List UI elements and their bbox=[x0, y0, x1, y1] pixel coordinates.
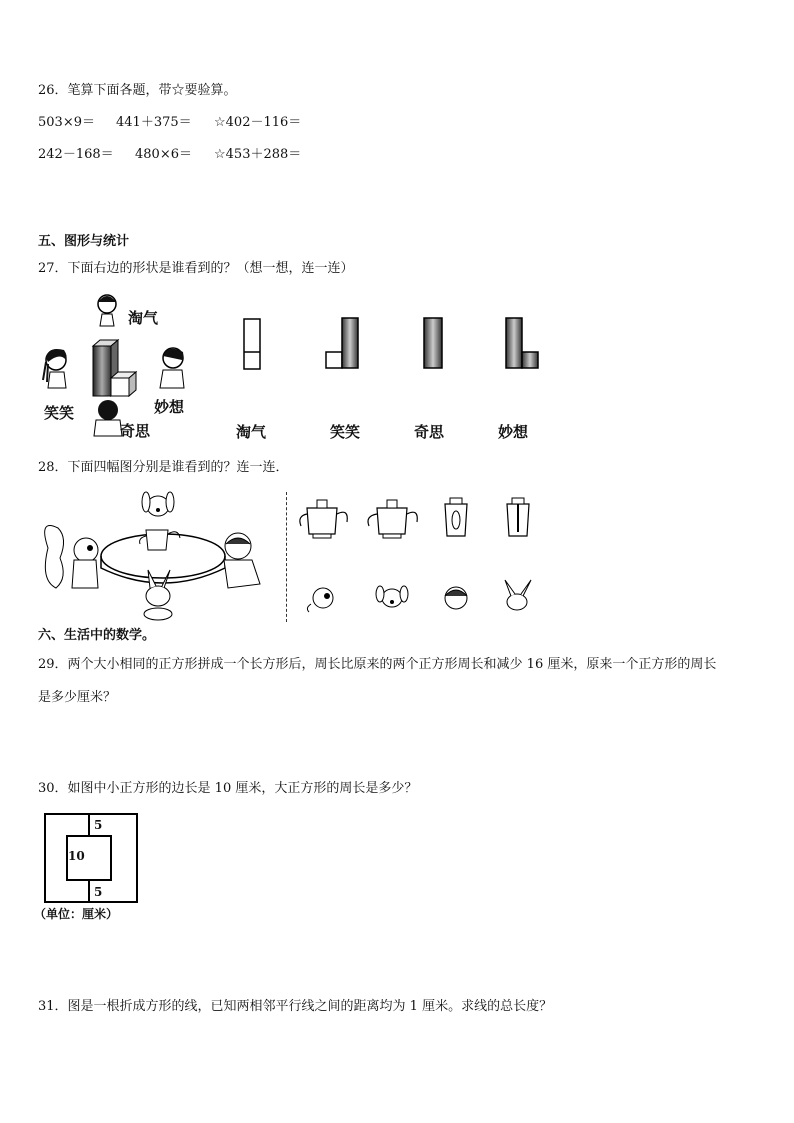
q30-large-square bbox=[44, 813, 138, 903]
q26-problem-6: ☆453＋288＝ bbox=[214, 147, 302, 162]
q29-line1: 29．两个大小相同的正方形拼成一个长方形后，周长比原来的两个正方形周长和减少 16 厘米，原来一个正方形的周长 bbox=[38, 657, 717, 672]
q30-title: 30．如图中小正方形的边长是 10 厘米，大正方形的周长是多少？ bbox=[38, 781, 418, 796]
q27-person-xiaoxiao: 笑笑 bbox=[44, 404, 75, 422]
q27-answer-4: 妙想 bbox=[498, 423, 529, 441]
q30-label-top: 5 bbox=[94, 818, 103, 832]
section6-title: 六、生活中的数学。 bbox=[38, 628, 156, 643]
q27-answer-1: 淘气 bbox=[236, 423, 267, 441]
q26-problem-1: 503×9＝ bbox=[38, 115, 95, 130]
q26-problem-5: 480×6＝ bbox=[135, 147, 192, 162]
q26-title: 26．笔算下面各题，带☆要验算。 bbox=[38, 83, 237, 98]
q30-top-line bbox=[88, 815, 90, 835]
q28-scene-drawing bbox=[38, 488, 283, 623]
q26-problem-4: 242－168＝ bbox=[38, 147, 114, 162]
q27-answer-2: 笑笑 bbox=[330, 423, 361, 441]
q30-label-side: 10 bbox=[68, 849, 85, 863]
q27-title: 27．下面右边的形状是谁看到的？（想一想，连一连） bbox=[38, 261, 354, 276]
q30-unit: （单位：厘米） bbox=[34, 907, 119, 921]
q29-line2: 是多少厘米？ bbox=[38, 690, 117, 705]
q26-problem-3: ☆402－116＝ bbox=[214, 115, 302, 130]
q28-title: 28．下面四幅图分别是谁看到的？连一连． bbox=[38, 460, 289, 475]
q30-bottom-line bbox=[88, 881, 90, 901]
q27-scene bbox=[38, 290, 198, 440]
q27-views bbox=[230, 312, 550, 372]
section5-title: 五、图形与统计 bbox=[38, 234, 130, 249]
q28-scene bbox=[38, 488, 283, 623]
q26-problem-2: 441＋375＝ bbox=[116, 115, 192, 130]
q28-views-drawing bbox=[295, 492, 545, 622]
q28-views bbox=[295, 492, 545, 622]
q27-person-taoqi: 淘气 bbox=[128, 309, 159, 327]
q27-views-drawing bbox=[230, 312, 550, 372]
q27-person-qisi: 奇思 bbox=[120, 422, 151, 440]
q27-person-miaoxiang: 妙想 bbox=[154, 398, 185, 416]
q27-answer-3: 奇思 bbox=[414, 423, 445, 441]
q31-title: 31．图是一根折成方形的线，已知两相邻平行线之间的距离均为 1 厘米。求线的总长度？ bbox=[38, 999, 553, 1014]
q28-divider bbox=[286, 492, 289, 622]
q30-label-bottom: 5 bbox=[94, 885, 103, 899]
